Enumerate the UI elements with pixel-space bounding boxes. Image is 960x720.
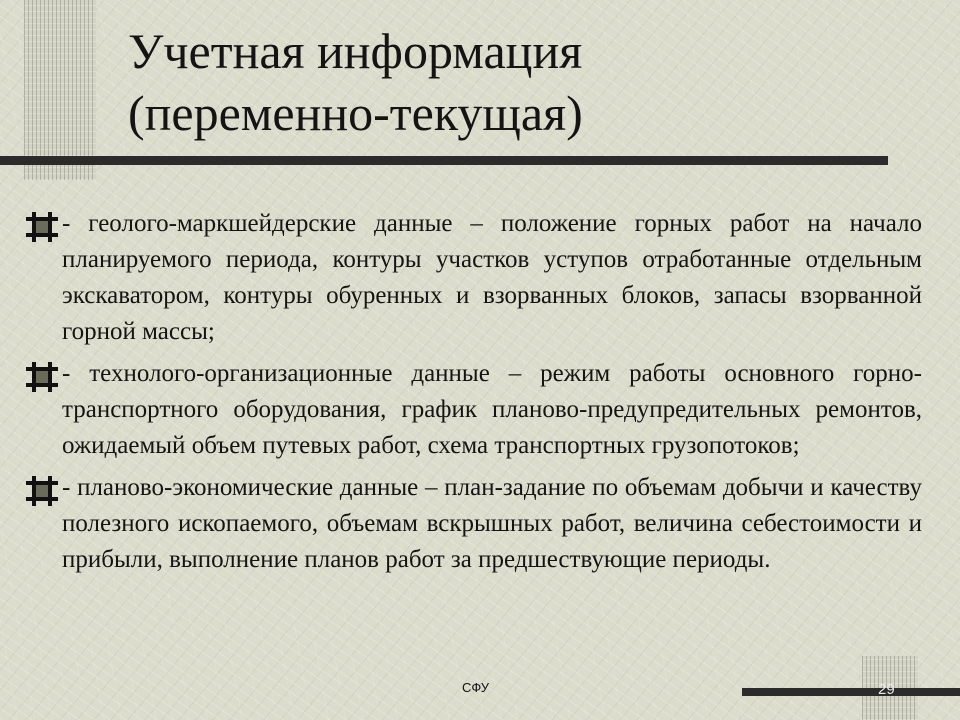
slide-title-line-2: (переменно-текущая) xyxy=(128,85,583,141)
page-number: 29 xyxy=(878,681,895,698)
slide-title-line-1: Учетная информация xyxy=(128,23,583,79)
footer-divider xyxy=(742,688,960,696)
list-item-text: - технолого-организационные данные – режим работы основного горно-транспортного оборудования, график планово-предупредительных ремонтов, ожидаемый объем путевых работ, схема транспортных грузопотоков; xyxy=(62,360,922,459)
list-item-text: - геолого-маркшейдерские данные – положение горных работ на начало планируемого периода, контуры участков уступов отработанные отдельным экскаватором, контуры обуренных и взорванных блоков, запасы взорванной горной массы; xyxy=(62,210,922,345)
texture-strip xyxy=(24,0,96,180)
footer-label: СФУ xyxy=(462,680,489,695)
title-divider xyxy=(0,156,888,165)
hash-bullet-icon xyxy=(26,212,58,242)
hash-bullet-icon xyxy=(26,362,58,392)
list-item-text: - планово-экономические данные – план-задание по объемам добычи и качеству полезного ископаемого, объемам вскрышных работ, величина себестоимости и прибыли, выполнение планов работ за предшествующие периоды. xyxy=(62,474,922,573)
list-item xyxy=(22,206,922,350)
hash-bullet-icon xyxy=(26,476,58,506)
bullet-list xyxy=(22,206,922,584)
slide-title xyxy=(128,20,583,144)
list-item xyxy=(22,356,922,464)
list-item xyxy=(22,470,922,578)
